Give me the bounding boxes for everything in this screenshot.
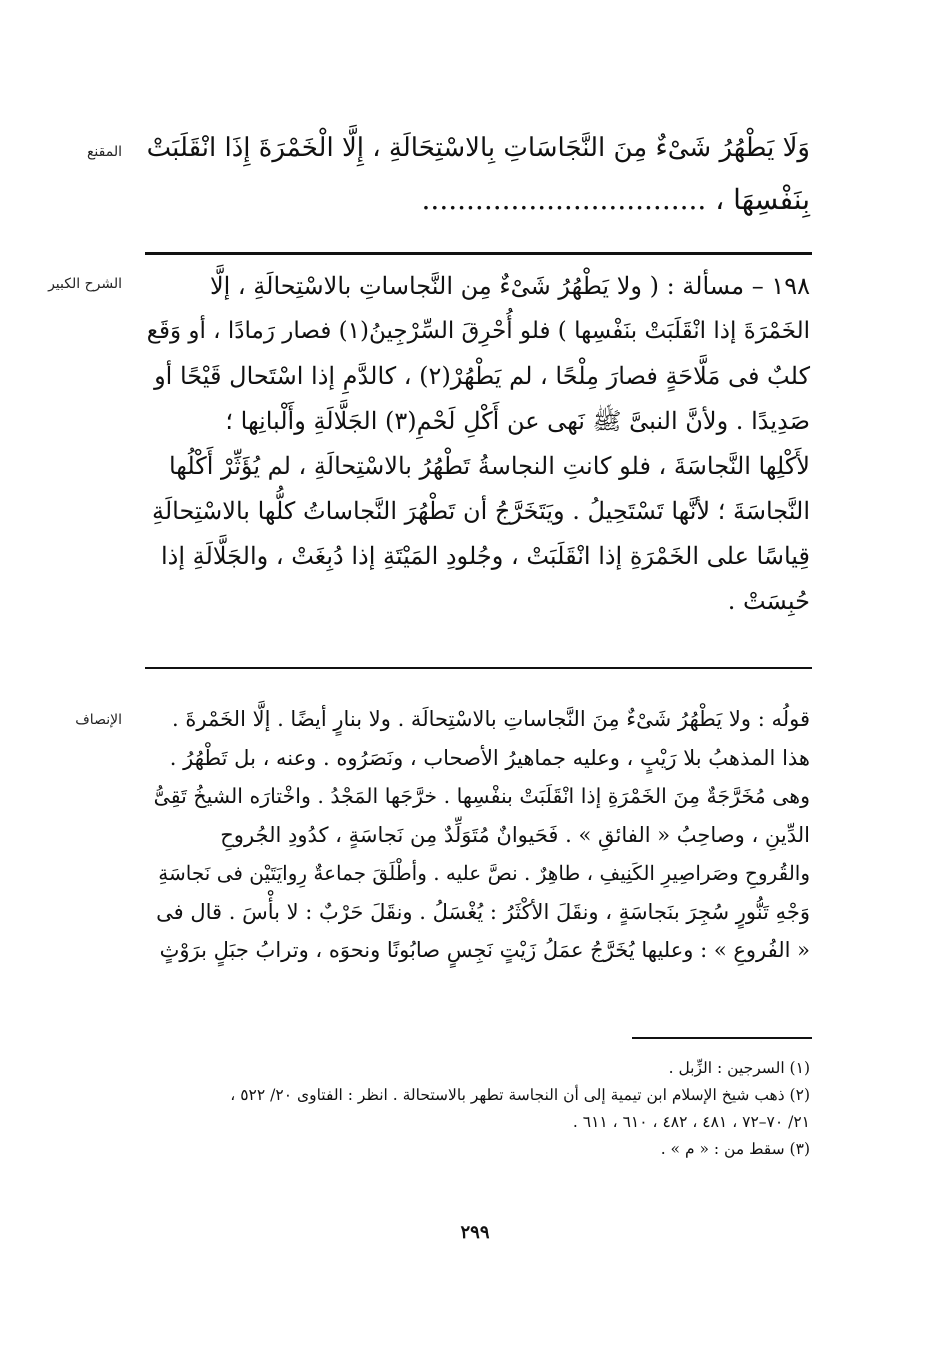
muqni-text	[145, 122, 810, 226]
footnote-separator	[632, 1037, 812, 1039]
muqni-line: بِنَفْسِهَا ، ................................	[421, 183, 810, 216]
sharh-text	[145, 264, 810, 624]
footnote: ٢١/ ٧٠–٧٢ ، ٤٨١ ، ٤٨٢ ، ٦١٠ ، ٦١١ .	[572, 1113, 810, 1131]
sharh-line: ١٩٨ – مسألة : ( ولا يَطْهُرُ شَىْءٌ مِن النَّجاساتِ بالاسْتِحالَةِ ، إلَّا	[209, 272, 810, 300]
sharh-line: قِياسًا على الخَمْرَةِ إذا انْقَلَبَتْ ، وجُلودِ المَيْتَةِ إذا دُبِغَتْ ، والجَلَّالَةِ إذا	[161, 542, 810, 570]
section-label-muqni: المقنع	[86, 144, 122, 160]
muqni-line: وَلَا يَطْهُرُ شَىْءٌ مِنَ النَّجَاسَاتِ بِالاسْتِحَالَةِ ، إِلَّا الْخَمْرَةَ إِذَا انْقَلَبَتْ	[146, 133, 810, 163]
insaf-line: هذا المذهبُ بلا رَيْبٍ ، وعليه جماهيرُ الأصحاب ، ونَصَرُوه . وعنه ، بل تَطْهُرُ .	[169, 745, 810, 770]
insaf-text	[145, 700, 810, 970]
footnote: (٣) سقط من : « م » .	[660, 1140, 810, 1158]
section-divider	[145, 252, 812, 255]
insaf-line: « الفُروعِ » : وعليها يُخَرَّجُ عمَلُ زَيْتٍ نَجِسٍ صابُونًا ونحوَه ، وترابُ جبَلٍ برَوْثٍ	[159, 938, 810, 962]
insaf-line: وَجْهِ تَنُّورٍ سُجِرَ بنَجاسَةٍ ، ونقَلَ الأكْثَرُ : يُغْسَلُ . ونقَلَ حَرْبٌ : لا بأْسَ . قال فى	[156, 899, 810, 924]
sharh-line: كلبٌ فى مَلَّاحَةٍ فصارَ مِلْحًا ، لم يَطْهُرْ(٢) ، كالدَّمِ إذا اسْتَحال قَيْحًا أو	[154, 362, 810, 390]
insaf-line: الدِّينِ ، وصاحِبُ « الفائقِ » . فَحَيوانٌ مُتَوَلِّدٌ مِن نَجاسَةٍ ، كدُودِ الجُروحِ	[220, 822, 810, 847]
insaf-line: وهى مُخَرَّجَةٌ مِنَ الخَمْرَةِ إذا انْقَلَبَتْ بنفْسِها . خرَّجَها المَجْدُ . واخْتارَه الشيخُ تَقِىُّ	[153, 784, 810, 808]
insaf-line: قولُه : ولا يَطْهُرُ شَىْءٌ مِنَ النَّجاساتِ بالاسْتِحالَة . ولا بنارٍ أيضًا . إلَّا الخَمْرةَ .	[172, 707, 810, 731]
footnote: (٢) ذهب شيخ الإسلام ابن تيمية إلى أن النجاسة تطهر بالاستحالة . انظر : الفتاوى ٢٠/ ٥٢٢ ،	[230, 1086, 810, 1104]
sharh-line: صَدِيدًا . ولأنَّ النبىَّ ﷺ نَهى عن أَكْلِ لَحْمِ(٣) الجَلَّالَةِ وأَلْبانِها ؛	[225, 407, 810, 435]
footnotes	[145, 1055, 810, 1163]
footnote: (١) السرجين : الزِّبل .	[668, 1059, 810, 1077]
section-label-insaf: الإنصاف	[75, 712, 122, 728]
section-label-sharh: الشرح الكبير	[48, 276, 122, 292]
sharh-line: لأَكْلِها النَّجاسَةَ ، فلو كانتِ النجاسةُ تَطْهُرُ بالاسْتِحالَةِ ، لم يُؤَثِّرْ أَكْلُها	[168, 452, 810, 480]
sharh-line: حُبِسَتْ .	[727, 587, 810, 615]
insaf-line: والقُروحِ وصَراصِيرِ الكَنِيفِ ، طاهِرٌ . نصَّ عليه . وأطْلَقَ جماعةٌ رِوايَتَيْن فى نَجاسَةِ	[158, 861, 810, 885]
sharh-line: الخَمْرَةَ إذا انْقَلَبَتْ بنَفْسِها ) فلو أُحْرِقَ السِّرْجِينُ(١) فصار رَمادًا ، أو وَقَع	[146, 318, 810, 344]
page-number: ٢٩٩	[460, 1222, 490, 1243]
sharh-line: النَّجاسَةَ ؛ لأنَّها تَسْتَحِيلُ . ويَتَخَرَّجُ أن تَطْهُرَ النَّجاساتُ كلُّها بالاسْتِحالَةِ	[151, 497, 810, 525]
section-divider	[145, 667, 812, 669]
